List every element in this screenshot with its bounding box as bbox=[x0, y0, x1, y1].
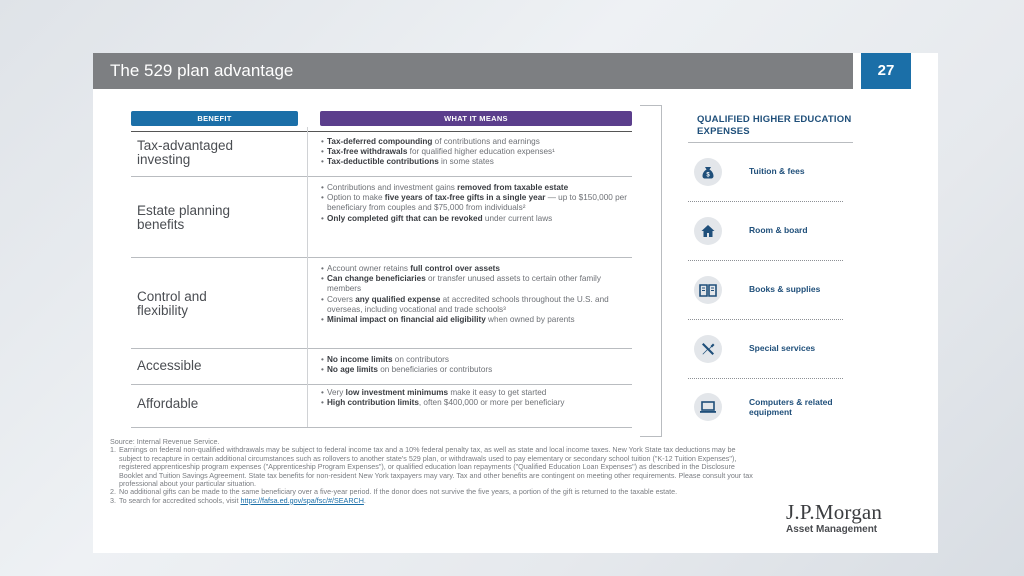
bullet-text: at accredited schools throughout the U.S. and overseas, including vocational and trade schools³ bbox=[327, 294, 609, 314]
table-divider bbox=[131, 257, 632, 258]
expense-label: Special services bbox=[749, 343, 816, 353]
footnote-text: To search for accredited schools, visit bbox=[119, 495, 241, 505]
column-separator bbox=[307, 127, 308, 427]
bullets-tax-advantaged bbox=[321, 137, 631, 168]
bullet-text: Covers bbox=[327, 294, 356, 304]
page-title: The 529 plan advantage bbox=[93, 53, 853, 89]
expense-label: Computers & related equipment bbox=[749, 397, 833, 417]
bullet-emphasis: High contribution limits bbox=[327, 398, 419, 408]
bullet-item bbox=[321, 315, 631, 325]
bullet-emphasis: five years of tax-free gifts in a single year bbox=[384, 193, 546, 203]
table-divider bbox=[131, 131, 632, 132]
bullet-text: in some states bbox=[438, 157, 494, 167]
bullet-emphasis: Tax-deductible contributions bbox=[327, 157, 439, 167]
bullet-emphasis: low investment minimums bbox=[345, 388, 449, 397]
footnotes bbox=[110, 438, 760, 505]
bullet-text: Contributions and investment gains bbox=[327, 183, 458, 192]
bullet-emphasis: No income limits bbox=[327, 355, 393, 364]
tools-icon bbox=[694, 335, 722, 363]
bullets-affordable bbox=[321, 388, 631, 408]
expense-item-special-services bbox=[694, 335, 874, 371]
bullet-emphasis: No age limits bbox=[327, 365, 378, 375]
bullet-text: Option to make bbox=[327, 193, 385, 203]
svg-text:$: $ bbox=[706, 172, 710, 179]
bullet-text: under current laws bbox=[482, 213, 553, 223]
footnote-text: No additional gifts can be made to the same beneficiary over a five-year period. If the donor does not survive the five years, a portion of the gift is returned to the taxable estate. bbox=[119, 487, 678, 497]
bullet-text: on contributors bbox=[392, 355, 449, 364]
logo-subtitle: Asset Management bbox=[786, 524, 878, 535]
page-number: 27 bbox=[861, 53, 911, 89]
bullet-text: Very bbox=[327, 388, 346, 397]
bullet-text: for qualified higher education expenses¹ bbox=[407, 147, 555, 157]
expense-label: Room & board bbox=[749, 225, 808, 235]
expense-item-books bbox=[694, 276, 874, 312]
table-divider bbox=[131, 427, 632, 428]
bullet-item bbox=[321, 157, 631, 167]
bullet-text: Account owner retains bbox=[327, 264, 411, 273]
bullet-text: when owned by parents bbox=[485, 315, 575, 325]
dotted-divider bbox=[688, 319, 843, 320]
bullet-emphasis: Only completed gift that can be revoked bbox=[327, 213, 483, 223]
bullet-text: — up to $150,000 per beneficiary from couples and $75,000 from individuals² bbox=[327, 193, 627, 213]
laptop-icon bbox=[694, 393, 722, 421]
expense-item-tuition bbox=[694, 158, 874, 194]
table-divider bbox=[131, 384, 632, 385]
fafsa-search-link[interactable]: https://fafsa.ed.gov/spa/fsc/#/SEARCH bbox=[240, 495, 364, 505]
bullet-text: or transfer unused assets to certain other family members bbox=[327, 274, 601, 294]
benefit-column-header: BENEFIT bbox=[131, 111, 298, 126]
bullet-item bbox=[321, 264, 631, 274]
footnote bbox=[110, 446, 760, 488]
bullet-text: make it easy to get started bbox=[448, 388, 547, 397]
footnote-text: Earnings on federal non-qualified withdrawals may be subject to federal income tax and a 10% federal penalty tax, as well as state and local income taxes. New York State tax deductions may be subject to recapture in certain additional circumstances such as rollovers to another state's 529 plan, or withdrawals used to pay elementary or secondary school tuition ("K-12 Tuition Expenses"), registered apprenticeship program expenses ("Apprenticeship Program Expenses"), or qualified education loan repayments ("Qualified Education Loan Expenses") as described in the Disclosure Booklet and Tuition Savings Agreement. State tax benefits for non-resident New York taxpayers may vary. Tax and other benefits are contingent on meeting other requirements. Please consult your tax professional about your particular situation. bbox=[119, 445, 753, 489]
bullet-text: on beneficiaries or contributors bbox=[377, 365, 493, 375]
book-icon bbox=[694, 276, 722, 304]
bullet-emphasis: Can change beneficiaries bbox=[327, 274, 426, 284]
bullet-item bbox=[321, 355, 631, 365]
bullet-item bbox=[321, 388, 631, 398]
bullet-emphasis: Tax-deferred compounding bbox=[327, 137, 433, 146]
bullets-control-flexibility bbox=[321, 264, 631, 325]
jpmorgan-logo bbox=[786, 501, 916, 535]
dotted-divider bbox=[688, 201, 843, 202]
footnote-number: 1. bbox=[110, 445, 116, 455]
bullet-item bbox=[321, 274, 631, 294]
bullet-item bbox=[321, 214, 631, 224]
bullets-estate-planning bbox=[321, 183, 631, 224]
bullet-text: of contributions and earnings bbox=[432, 137, 540, 146]
expense-item-computers bbox=[694, 393, 874, 429]
what-it-means-column-header: WHAT IT MEANS bbox=[320, 111, 632, 126]
source-note: Source: Internal Revenue Service. bbox=[110, 437, 220, 446]
qualified-expenses-title: QUALIFIED HIGHER EDUCATION EXPENSES bbox=[697, 114, 852, 137]
benefit-affordable: Affordable bbox=[137, 396, 199, 411]
dotted-divider bbox=[688, 378, 843, 379]
bullet-item bbox=[321, 183, 631, 193]
bullet-item bbox=[321, 295, 631, 315]
bullet-item bbox=[321, 147, 631, 157]
footnote-number: 3. bbox=[110, 495, 116, 505]
expense-label: Tuition & fees bbox=[749, 166, 805, 176]
footnote bbox=[110, 497, 760, 505]
bracket-connector bbox=[640, 105, 662, 437]
bullets-accessible bbox=[321, 355, 631, 375]
bullet-item bbox=[321, 398, 631, 408]
benefit-control-flexibility: Control and flexibility bbox=[137, 289, 207, 318]
qualified-expenses-underline bbox=[688, 142, 853, 143]
footnote-number: 2. bbox=[110, 487, 116, 497]
bullet-item bbox=[321, 193, 631, 213]
bullet-text: , often $400,000 or more per beneficiary bbox=[418, 398, 565, 408]
money-bag-icon bbox=[694, 158, 722, 186]
house-icon bbox=[694, 217, 722, 245]
table-divider bbox=[131, 348, 632, 349]
table-divider bbox=[131, 176, 632, 177]
expense-label: Books & supplies bbox=[749, 284, 821, 294]
bullet-item bbox=[321, 365, 631, 375]
dotted-divider bbox=[688, 260, 843, 261]
bullet-emphasis: any qualified expense bbox=[355, 294, 441, 304]
benefit-estate-planning: Estate planning benefits bbox=[137, 203, 231, 232]
bullet-item bbox=[321, 137, 631, 147]
bullet-emphasis: removed from taxable estate bbox=[457, 183, 569, 192]
benefit-tax-advantaged: Tax-advantaged investing bbox=[137, 138, 234, 167]
expense-item-room-board bbox=[694, 217, 874, 253]
bullet-emphasis: full control over assets bbox=[410, 264, 500, 273]
logo-wordmark: J.P.Morgan bbox=[786, 500, 883, 524]
bullet-emphasis: Tax-free withdrawals bbox=[327, 147, 408, 157]
slide bbox=[93, 53, 938, 553]
footnote-text: . bbox=[363, 495, 366, 505]
benefit-accessible: Accessible bbox=[137, 358, 202, 373]
bullet-emphasis: Minimal impact on financial aid eligibility bbox=[327, 315, 486, 325]
